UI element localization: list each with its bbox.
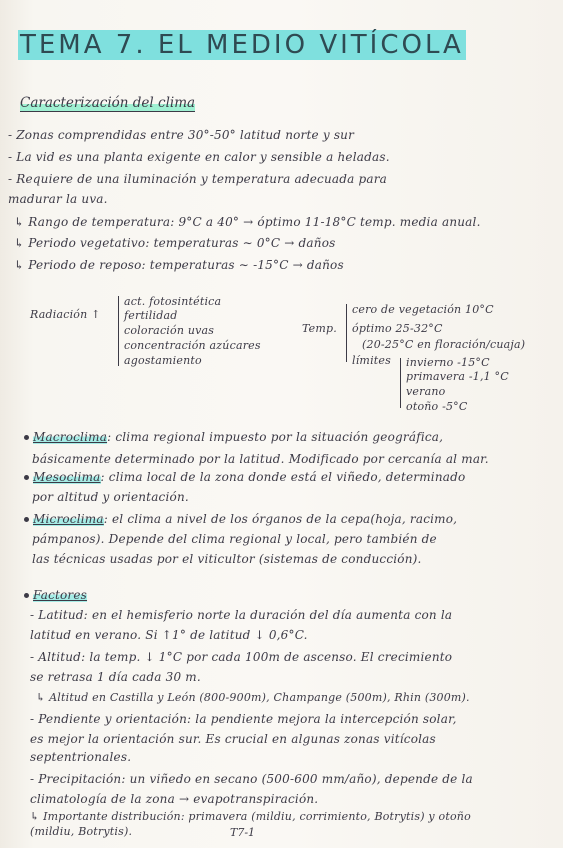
temp-item: cero de vegetación 10°C [352,303,494,316]
page-title: TEMA 7. EL MEDIO VITÍCOLA [20,30,464,60]
microclima-line: las técnicas usadas por el viticultor (sistemas de conducción). [32,552,422,566]
mesoclima-line: Mesoclima: clima local de la zona donde está el viñedo, determinado [24,470,465,484]
limites-brace [400,358,401,408]
limit-item: primavera -1,1 °C [406,370,509,383]
section-heading-climate: Caracterización del clima [20,95,196,111]
factores-line: ↳ Altitud en Castilla y León (800-900m), Champange (500m), Rhin (300m). [36,691,470,704]
factores-line: septentrionales. [30,750,132,764]
factores-line: ↳ Importante distribución: primavera (mildiu, corrimiento, Botrytis) y otoño [30,810,471,823]
temp-brace [346,304,347,362]
microclima-line: pámpanos). Depende del clima regional y local, pero también de [32,532,437,546]
factores-line: - Altitud: la temp. ↓ 1°C por cada 100m de ascenso. El crecimiento [30,650,453,664]
macroclima-line: básicamente determinado por la latitud. Modificado por cercanía al mar. [32,452,489,466]
bullet-icon [24,593,29,598]
radiation-item: fertilidad [124,309,178,322]
radiation-item: act. fotosintética [124,295,222,308]
page-number: T7-1 [230,826,256,839]
temp-item: (20-25°C en floración/cuaja) [362,338,526,351]
intro-line: ↳ Periodo vegetativo: temperaturas ∼ 0°C → daños [14,236,336,250]
intro-line: madurar la uva. [8,192,108,206]
factores-line: es mejor la orientación sur. Es crucial en algunas zonas vitícolas [30,732,436,746]
factores-line: latitud en verano. Si ↑1° de latitud ↓ 0,6°C. [30,628,308,642]
intro-line: ↳ Periodo de reposo: temperaturas ∼ -15°C → daños [14,258,344,272]
intro-line: - Requiere de una iluminación y temperatura adecuada para [8,172,388,186]
factores-line: - Precipitación: un viñedo en secano (500-600 mm/año), depende de la [30,772,473,786]
intro-line: - Zonas comprendidas entre 30°-50° latitud norte y sur [8,128,355,142]
microclima-line: Microclima: el clima a nivel de los órganos de la cepa(hoja, racimo, [24,512,457,526]
radiation-item: agostamiento [124,354,202,367]
factores-line: se retrasa 1 día cada 30 m. [30,670,201,684]
factores-heading: Factores [24,588,87,602]
limit-item: invierno -15°C [406,356,490,369]
factores-line: climatología de la zona → evapotranspiración. [30,792,319,806]
temp-label: Temp. [302,322,337,335]
temp-item: límites [352,354,391,367]
intro-line: - La vid es una planta exigente en calor y sensible a heladas. [8,150,390,164]
factores-line: - Pendiente y orientación: la pendiente mejora la intercepción solar, [30,712,457,726]
limit-item: otoño -5°C [406,400,468,413]
radiation-label: Radiación ↑ [30,308,101,321]
limit-item: verano [406,385,446,398]
radiation-brace [118,296,119,366]
factores-line: (mildiu, Botrytis). [30,825,133,838]
factores-line: - Latitud: en el hemisferio norte la duración del día aumenta con la [30,608,453,622]
radiation-item: coloración uvas [124,324,215,337]
temp-item: óptimo 25-32°C [352,322,443,335]
mesoclima-line: por altitud y orientación. [32,490,189,504]
intro-line: ↳ Rango de temperatura: 9°C a 40° → óptimo 11-18°C temp. media anual. [14,215,481,229]
bullet-icon [24,517,29,522]
bullet-icon [24,435,29,440]
bullet-icon [24,475,29,480]
radiation-item: concentración azúcares [124,339,261,352]
macroclima-line: Macroclima: clima regional impuesto por la situación geográfica, [24,430,443,444]
